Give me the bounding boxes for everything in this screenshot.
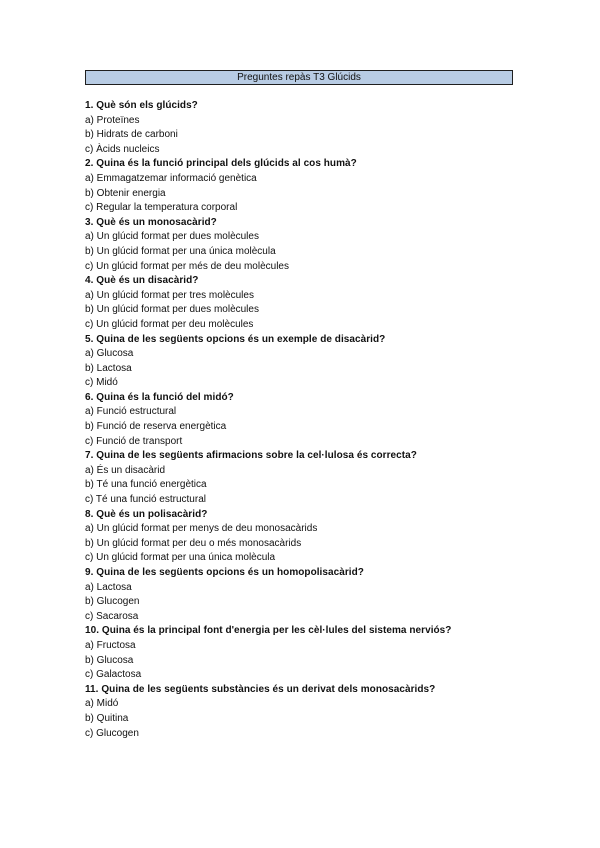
question-text: 4. Què és un disacàrid? (85, 275, 199, 287)
question-block (85, 99, 525, 157)
answer-option: b) Quitina (85, 712, 129, 724)
answer-option: c) Midó (85, 377, 118, 389)
answer-option: a) Lactosa (85, 581, 132, 593)
answer-option: b) Un glúcid format per dues molècules (85, 304, 259, 316)
answer-option: a) Fructosa (85, 639, 136, 651)
answer-option: c) Glucogen (85, 727, 139, 739)
answer-option: a) Emmagatzemar informació genètica (85, 172, 257, 184)
answer-option: a) Glucosa (85, 348, 134, 360)
answer-option: a) Proteïnes (85, 114, 140, 126)
question-block (85, 683, 525, 741)
question-text: 2. Quina és la funció principal dels glúcids al cos humà? (85, 158, 357, 170)
question-list (85, 99, 525, 741)
question-text: 8. Què és un polisacàrid? (85, 508, 208, 520)
answer-option: b) Un glúcid format per una única molècula (85, 245, 276, 257)
answer-option: c) Galactosa (85, 669, 142, 681)
question-text: 10. Quina és la principal font d'energia per les cèl·lules del sistema nerviós? (85, 625, 452, 637)
answer-option: b) Glucosa (85, 654, 134, 666)
answer-option: a) Un glúcid format per menys de deu monosacàrids (85, 523, 318, 535)
answer-option: c) Sacarosa (85, 610, 139, 622)
document-title: Preguntes repàs T3 Glúcids (85, 70, 513, 85)
question-text: 1. Què són els glúcids? (85, 100, 198, 111)
question-block (85, 566, 525, 624)
question-block (85, 624, 525, 682)
answer-option: a) Midó (85, 698, 119, 710)
answer-option: b) Un glúcid format per deu o més monosacàrids (85, 537, 302, 549)
answer-option: c) Regular la temperatura corporal (85, 202, 238, 214)
answer-option: c) Funció de transport (85, 435, 183, 447)
question-text: 9. Quina de les següents opcions és un homopolisacàrid? (85, 567, 364, 578)
answer-option: a) Un glúcid format per tres molècules (85, 289, 254, 301)
question-block (85, 449, 525, 507)
answer-option: a) Funció estructural (85, 406, 177, 418)
question-text: 11. Quina de les següents substàncies és un derivat dels monosacàrids? (85, 683, 436, 695)
answer-option: b) Glucogen (85, 596, 140, 608)
answer-option: b) Lactosa (85, 362, 132, 374)
question-block (85, 333, 525, 391)
question-text: 5. Quina de les següents opcions és un exemple de disacàrid? (85, 333, 386, 345)
answer-option: b) Funció de reserva energètica (85, 421, 227, 433)
question-text: 6. Quina és la funció del midó? (85, 391, 234, 403)
answer-option: a) És un disacàrid (85, 464, 166, 476)
answer-option: c) Un glúcid format per deu molècules (85, 318, 254, 330)
question-block (85, 216, 525, 274)
answer-option: c) Un glúcid format per una única molècula (85, 552, 276, 564)
answer-option: b) Obtenir energia (85, 187, 166, 199)
answer-option: c) Un glúcid format per més de deu molècules (85, 260, 289, 272)
answer-option: c) Té una funció estructural (85, 494, 206, 506)
answer-option: b) Té una funció energètica (85, 479, 207, 491)
answer-option: c) Àcids nucleics (85, 143, 160, 155)
question-block (85, 157, 525, 215)
question-block (85, 391, 525, 449)
question-text: 7. Quina de les següents afirmacions sobre la cel·lulosa és correcta? (85, 450, 417, 462)
question-block (85, 274, 525, 332)
answer-option: b) Hidrats de carboni (85, 129, 178, 141)
question-text: 3. Què és un monosacàrid? (85, 216, 217, 228)
question-block (85, 508, 525, 566)
answer-option: a) Un glúcid format per dues molècules (85, 231, 259, 243)
